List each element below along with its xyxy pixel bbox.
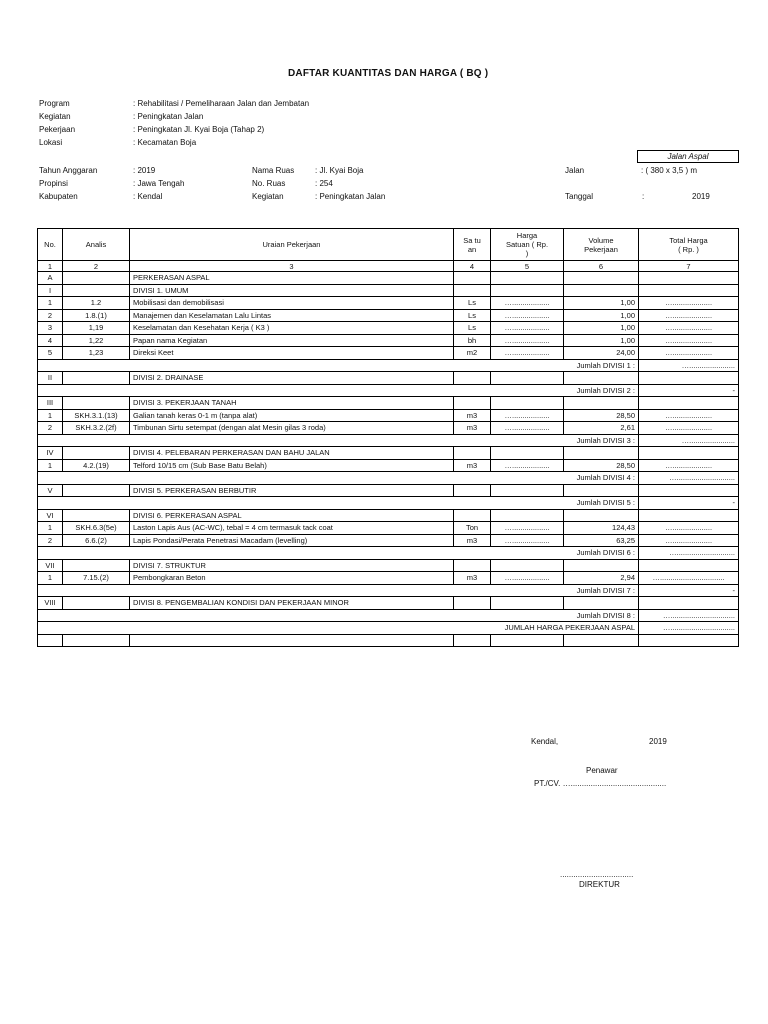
cell-analis: SKH.3.1.(13) [63, 409, 130, 422]
cell-total: …................... [639, 322, 739, 335]
cell-analis: 6.6.(2) [63, 534, 130, 547]
subtotal-value: …............................ [639, 547, 739, 560]
cell-no: VI [38, 509, 63, 522]
table-row [38, 284, 739, 297]
cell-total: …................... [639, 334, 739, 347]
pekerjaan-label: Pekerjaan [39, 125, 76, 134]
cell-harga [491, 597, 564, 610]
cell-analis: 1,19 [63, 322, 130, 335]
cell-satuan: Ls [454, 322, 491, 335]
table-row [38, 297, 739, 310]
cell-analis: 1.8.(1) [63, 309, 130, 322]
cell-satuan [454, 559, 491, 572]
cell-analis [63, 484, 130, 497]
cell-no: 1 [38, 522, 63, 535]
cell-harga [491, 397, 564, 410]
cell-no: 3 [38, 322, 63, 335]
cell-satuan: bh [454, 334, 491, 347]
lokasi-value: : Kecamatan Boja [133, 138, 197, 147]
cell-volume: 1,00 [564, 309, 639, 322]
cell-volume [564, 447, 639, 460]
subtotal-row [38, 547, 739, 560]
col-number: 7 [639, 261, 739, 272]
cell-analis: SKH.3.2.(2f) [63, 422, 130, 435]
cell-no: A [38, 272, 63, 285]
cell-uraian: DIVISI 7. STRUKTUR [130, 559, 454, 572]
cell-uraian: Papan nama Kegiatan [130, 334, 454, 347]
subtotal-row [38, 359, 739, 372]
cell-total: …................... [639, 459, 739, 472]
table-row [38, 559, 739, 572]
company-label: PT./CV. …........................................... [534, 779, 667, 788]
cell-harga: ….................. [491, 334, 564, 347]
subtotal-row [38, 622, 739, 635]
document-title: DAFTAR KUANTITAS DAN HARGA ( BQ ) [288, 68, 489, 79]
subtotal-row [38, 584, 739, 597]
cell-uraian: Pembongkaran Beton [130, 572, 454, 585]
cell-satuan: Ls [454, 297, 491, 310]
cell-satuan: Ls [454, 309, 491, 322]
cell-uraian [130, 634, 454, 647]
cell-volume [564, 272, 639, 285]
subtotal-row [38, 472, 739, 485]
cell-uraian: Galian tanah keras 0-1 m (tanpa alat) [130, 409, 454, 422]
cell-harga: ….................. [491, 322, 564, 335]
cell-satuan: m3 [454, 572, 491, 585]
cell-harga [491, 447, 564, 460]
cell-volume: 1,00 [564, 297, 639, 310]
penawar-label: Penawar [586, 766, 618, 775]
subtotal-value: - [639, 497, 739, 510]
cell-harga [491, 284, 564, 297]
cell-no: VIII [38, 597, 63, 610]
table-row [38, 347, 739, 360]
tahun-value: : 2019 [133, 166, 156, 175]
cell-uraian: Laston Lapis Aus (AC-WC), tebal = 4 cm termasuk tack coat [130, 522, 454, 535]
col-number: 2 [63, 261, 130, 272]
cell-harga [491, 509, 564, 522]
cell-harga: ….................. [491, 309, 564, 322]
cell-satuan [454, 447, 491, 460]
table-row [38, 597, 739, 610]
cell-analis: 4.2.(19) [63, 459, 130, 472]
cell-satuan: m2 [454, 347, 491, 360]
no-ruas-label: No. Ruas [252, 179, 286, 188]
table-body [38, 272, 739, 647]
cell-no: 4 [38, 334, 63, 347]
col-number: 3 [130, 261, 454, 272]
subtotal-row [38, 609, 739, 622]
table-row [38, 484, 739, 497]
subtotal-label: Jumlah DIVISI 5 : [38, 497, 639, 510]
cell-uraian: PERKERASAN ASPAL [130, 272, 454, 285]
kabupaten-value: : Kendal [133, 192, 163, 201]
cell-satuan [454, 597, 491, 610]
table-row [38, 634, 739, 647]
table-row [38, 447, 739, 460]
cell-satuan [454, 634, 491, 647]
cell-analis: SKH.6.3(5e) [63, 522, 130, 535]
lokasi-label: Lokasi [39, 138, 63, 147]
program-value: : Rehabilitasi / Pemeliharaan Jalan dan Jembatan [133, 99, 310, 108]
subtotal-label: Jumlah DIVISI 3 : [38, 434, 639, 447]
cell-satuan [454, 272, 491, 285]
bq-table [37, 228, 739, 647]
cell-volume: 24,00 [564, 347, 639, 360]
table-row [38, 309, 739, 322]
kegiatan-label: Kegiatan [39, 112, 71, 121]
header-analis: Analis [63, 229, 130, 261]
cell-harga [491, 559, 564, 572]
cell-uraian: Direksi Keet [130, 347, 454, 360]
cell-satuan: m3 [454, 459, 491, 472]
cell-total: …................... [639, 297, 739, 310]
table-row [38, 409, 739, 422]
cell-no [38, 634, 63, 647]
cell-analis [63, 272, 130, 285]
cell-uraian: DIVISI 6. PERKERASAN ASPAL [130, 509, 454, 522]
cell-total: …................... [639, 409, 739, 422]
kabupaten-label: Kabupaten [39, 192, 78, 201]
direktur-label: DIREKTUR [579, 880, 620, 889]
cell-total [639, 372, 739, 385]
cell-harga: ….................. [491, 409, 564, 422]
kegiatan2-label: Kegiatan [252, 192, 284, 201]
header-uraian: Uraian Pekerjaan [130, 229, 454, 261]
cell-no: 1 [38, 572, 63, 585]
cell-satuan: Ton [454, 522, 491, 535]
cell-volume [564, 284, 639, 297]
subtotal-value: …...................... [639, 434, 739, 447]
cell-harga [491, 372, 564, 385]
cell-uraian: DIVISI 5. PERKERASAN BERBUTIR [130, 484, 454, 497]
col-number: 4 [454, 261, 491, 272]
cell-total: …................... [639, 422, 739, 435]
cell-volume: 28,50 [564, 459, 639, 472]
tanggal-label: Tanggal [565, 192, 594, 201]
cell-harga: ….................. [491, 459, 564, 472]
cell-volume: 1,00 [564, 322, 639, 335]
subtotal-value: …............................ [639, 472, 739, 485]
cell-no: 1 [38, 409, 63, 422]
cell-total [639, 509, 739, 522]
tanggal-colon: : [642, 192, 645, 201]
cell-analis [63, 397, 130, 410]
cell-analis [63, 597, 130, 610]
cell-total [639, 397, 739, 410]
propinsi-label: Propinsi [39, 179, 68, 188]
cell-analis: 1,23 [63, 347, 130, 360]
cell-analis: 1.2 [63, 297, 130, 310]
header-volume: Volume Pekerjaan [564, 229, 639, 261]
cell-volume: 124,43 [564, 522, 639, 535]
col-number: 5 [491, 261, 564, 272]
subtotal-value: …...................... [639, 359, 739, 372]
cell-no: II [38, 372, 63, 385]
cell-total: …................... [639, 522, 739, 535]
subtotal-label: Jumlah DIVISI 7 : [38, 584, 639, 597]
cell-satuan [454, 284, 491, 297]
cell-harga: ….................. [491, 522, 564, 535]
cell-uraian: Telford 10/15 cm (Sub Base Batu Belah) [130, 459, 454, 472]
cell-volume [564, 484, 639, 497]
cell-volume: 28,50 [564, 409, 639, 422]
tanggal-value: 2019 [692, 192, 710, 201]
cell-no: VII [38, 559, 63, 572]
subtotal-label: JUMLAH HARGA PEKERJAAN ASPAL [38, 622, 639, 635]
cell-harga: ….................. [491, 347, 564, 360]
cell-uraian: DIVISI 1. UMUM [130, 284, 454, 297]
subtotal-value: - [639, 384, 739, 397]
subtotal-label: Jumlah DIVISI 6 : [38, 547, 639, 560]
cell-harga [491, 634, 564, 647]
cell-harga: ….................. [491, 572, 564, 585]
subtotal-row [38, 497, 739, 510]
nama-ruas-value: : Jl. Kyai Boja [315, 166, 364, 175]
cell-no: 1 [38, 459, 63, 472]
cell-uraian: DIVISI 3. PEKERJAAN TANAH [130, 397, 454, 410]
program-label: Program [39, 99, 70, 108]
cell-satuan [454, 397, 491, 410]
subtotal-label: Jumlah DIVISI 2 : [38, 384, 639, 397]
cell-volume [564, 597, 639, 610]
subtotal-row [38, 434, 739, 447]
signature-year: 2019 [649, 737, 667, 746]
cell-uraian: Lapis Pondasi/Perata Penetrasi Macadam (levelling) [130, 534, 454, 547]
table-row [38, 372, 739, 385]
cell-volume [564, 559, 639, 572]
cell-uraian: DIVISI 8. PENGEMBALIAN KONDISI DAN PEKERJAAN MINOR [130, 597, 454, 610]
subtotal-value: …............................... [639, 622, 739, 635]
cell-analis [63, 559, 130, 572]
cell-volume [564, 509, 639, 522]
cell-satuan [454, 509, 491, 522]
subtotal-label: Jumlah DIVISI 8 : [38, 609, 639, 622]
cell-total [639, 484, 739, 497]
tahun-label: Tahun Anggaran [39, 166, 98, 175]
cell-uraian: Manajemen dan Keselamatan Lalu Lintas [130, 309, 454, 322]
propinsi-value: : Jawa Tengah [133, 179, 185, 188]
cell-total [639, 634, 739, 647]
nama-ruas-label: Nama Ruas [252, 166, 295, 175]
cell-no: 1 [38, 297, 63, 310]
subtotal-row [38, 384, 739, 397]
table-row [38, 334, 739, 347]
cell-harga: ….................. [491, 422, 564, 435]
cell-total [639, 447, 739, 460]
cell-volume [564, 397, 639, 410]
jalan-label: Jalan [565, 166, 585, 175]
cell-no: III [38, 397, 63, 410]
cell-analis: 7.15.(2) [63, 572, 130, 585]
cell-total: …................... [639, 534, 739, 547]
cell-uraian: Timbunan Sirtu setempat (dengan alat Mesin gilas 3 roda) [130, 422, 454, 435]
jalan-aspal-box: Jalan Aspal [637, 150, 739, 163]
header-satuan: Sa tu an [454, 229, 491, 261]
cell-no: 2 [38, 422, 63, 435]
cell-satuan: m3 [454, 422, 491, 435]
cell-total [639, 272, 739, 285]
cell-volume: 2,61 [564, 422, 639, 435]
cell-analis [63, 509, 130, 522]
cell-no: 2 [38, 534, 63, 547]
cell-satuan: m3 [454, 534, 491, 547]
kegiatan-value: : Peningkatan Jalan [133, 112, 204, 121]
cell-total: …................... [639, 347, 739, 360]
col-number: 6 [564, 261, 639, 272]
table-row [38, 522, 739, 535]
header-total: Total Harga ( Rp. ) [639, 229, 739, 261]
header-no: No. [38, 229, 63, 261]
place-label: Kendal, [531, 737, 559, 746]
table-header-row [38, 229, 739, 261]
table-row [38, 534, 739, 547]
signature-line: ................................. [560, 870, 634, 879]
cell-volume: 1,00 [564, 334, 639, 347]
table-row [38, 422, 739, 435]
cell-volume [564, 634, 639, 647]
table-row [38, 272, 739, 285]
cell-analis: 1,22 [63, 334, 130, 347]
no-ruas-value: : 254 [315, 179, 333, 188]
pekerjaan-value: : Peningkatan Jl. Kyai Boja (Tahap 2) [133, 125, 265, 134]
cell-satuan [454, 372, 491, 385]
cell-uraian: DIVISI 4. PELEBARAN PERKERASAN DAN BAHU JALAN [130, 447, 454, 460]
subtotal-label: Jumlah DIVISI 4 : [38, 472, 639, 485]
column-number-row [38, 261, 739, 272]
cell-total: …................... [639, 309, 739, 322]
cell-total [639, 597, 739, 610]
cell-analis [63, 634, 130, 647]
jalan-value: : ( 380 x 3,5 ) m [641, 166, 698, 175]
cell-volume: 2,94 [564, 572, 639, 585]
cell-uraian: Keselamatan dan Kesehatan Kerja ( K3 ) [130, 322, 454, 335]
cell-no: V [38, 484, 63, 497]
cell-harga: ….................. [491, 534, 564, 547]
table-row [38, 459, 739, 472]
table-row [38, 509, 739, 522]
cell-satuan [454, 484, 491, 497]
cell-volume: 63,25 [564, 534, 639, 547]
cell-harga: ….................. [491, 297, 564, 310]
cell-satuan: m3 [454, 409, 491, 422]
cell-no: I [38, 284, 63, 297]
header-harga: Harga Satuan ( Rp. ) [491, 229, 564, 261]
cell-harga [491, 272, 564, 285]
kegiatan2-value: : Peningkatan Jalan [315, 192, 386, 201]
cell-harga [491, 484, 564, 497]
cell-no: 5 [38, 347, 63, 360]
cell-uraian: Mobilisasi dan demobilisasi [130, 297, 454, 310]
cell-total [639, 559, 739, 572]
cell-no: 2 [38, 309, 63, 322]
cell-analis [63, 284, 130, 297]
cell-analis [63, 372, 130, 385]
col-number: 1 [38, 261, 63, 272]
subtotal-value: - [639, 584, 739, 597]
cell-volume [564, 372, 639, 385]
table-row [38, 397, 739, 410]
subtotal-label: Jumlah DIVISI 1 : [38, 359, 639, 372]
cell-total: …............................... [639, 572, 739, 585]
table-row [38, 572, 739, 585]
cell-analis [63, 447, 130, 460]
cell-total [639, 284, 739, 297]
subtotal-value: …............................... [639, 609, 739, 622]
cell-no: IV [38, 447, 63, 460]
cell-uraian: DIVISI 2. DRAINASE [130, 372, 454, 385]
table-row [38, 322, 739, 335]
